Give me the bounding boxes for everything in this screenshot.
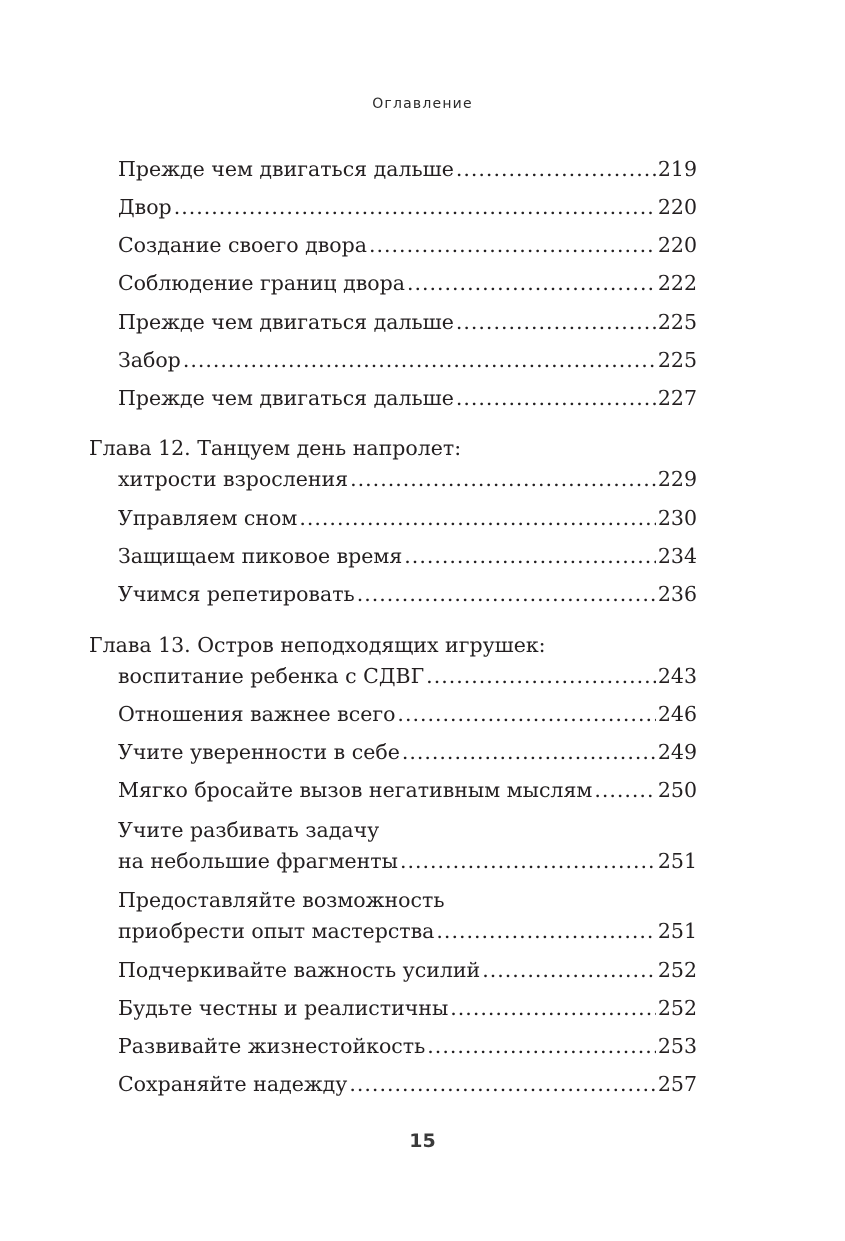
toc-entry[interactable] bbox=[118, 1030, 697, 1062]
toc-entry-page: 220 bbox=[657, 195, 697, 219]
toc-entry-page: 234 bbox=[657, 544, 697, 568]
toc-entry-title: Мягко бросайте вызов негативным мыслям bbox=[118, 778, 593, 802]
dot-leader bbox=[456, 306, 656, 338]
toc-entry-title: Учите разбивать задачу bbox=[118, 818, 380, 842]
toc-entry-page: 257 bbox=[657, 1072, 697, 1096]
toc-entry-title: Сохраняйте надежду bbox=[118, 1072, 348, 1096]
toc-entry-title: Прежде чем двигаться дальше bbox=[118, 157, 454, 181]
toc-entry-page: 225 bbox=[657, 348, 697, 372]
toc-entry[interactable] bbox=[118, 502, 697, 534]
dot-leader bbox=[482, 954, 656, 986]
toc-chapter-title: Глава 13. Остров неподходящих игрушек: bbox=[89, 633, 546, 657]
dot-leader bbox=[357, 578, 656, 610]
dot-leader bbox=[183, 344, 656, 376]
toc-entry[interactable] bbox=[118, 540, 697, 572]
toc-entry-page: 252 bbox=[657, 996, 697, 1020]
toc-entry[interactable] bbox=[118, 153, 697, 185]
toc-entry[interactable] bbox=[118, 845, 697, 877]
toc-entry-title: Забор bbox=[118, 348, 181, 372]
toc-entry-page: 236 bbox=[657, 582, 697, 606]
dot-leader bbox=[404, 540, 656, 572]
dot-leader bbox=[349, 1068, 655, 1100]
toc-entry[interactable] bbox=[118, 578, 697, 610]
toc-entry-page: 222 bbox=[657, 271, 697, 295]
toc-entry-page: 251 bbox=[657, 849, 697, 873]
toc-entry-page: 220 bbox=[657, 233, 697, 257]
dot-leader bbox=[397, 698, 655, 730]
toc-entry-title: Учите уверенности в себе bbox=[118, 740, 400, 764]
toc-entry[interactable] bbox=[118, 660, 697, 692]
dot-leader bbox=[350, 463, 656, 495]
toc-entry-page: 225 bbox=[657, 310, 697, 334]
toc-entry-title: Создание своего двора bbox=[118, 233, 367, 257]
toc-entry[interactable] bbox=[118, 267, 697, 299]
toc-chapter-title: Глава 12. Танцуем день напролет: bbox=[89, 436, 462, 460]
toc-entry[interactable] bbox=[118, 774, 697, 806]
toc-entry-title: Прежде чем двигаться дальше bbox=[118, 386, 454, 410]
toc-entry-title: Соблюдение границ двора bbox=[118, 271, 405, 295]
toc-entry-page: 253 bbox=[657, 1034, 697, 1058]
toc-entry[interactable] bbox=[118, 736, 697, 768]
toc-entry-title: Двор bbox=[118, 195, 172, 219]
toc-chapter-heading[interactable] bbox=[89, 432, 697, 464]
toc-entry-page: 252 bbox=[657, 958, 697, 982]
toc-entry-line[interactable] bbox=[118, 884, 697, 916]
toc-entry-title: воспитание ребенка с СДВГ bbox=[118, 664, 425, 688]
toc-entry[interactable] bbox=[118, 191, 697, 223]
toc-entry-title: Прежде чем двигаться дальше bbox=[118, 310, 454, 334]
toc-entry-title: Учимся репетировать bbox=[118, 582, 355, 606]
dot-leader bbox=[426, 660, 656, 692]
toc-entry[interactable] bbox=[118, 229, 697, 261]
toc-entry[interactable] bbox=[118, 915, 697, 947]
toc-entry-page: 243 bbox=[657, 664, 697, 688]
toc-entry-title: Отношения важнее всего bbox=[118, 702, 396, 726]
toc-entry-page: 249 bbox=[657, 740, 697, 764]
toc-entry[interactable] bbox=[118, 992, 697, 1024]
toc-entry-page: 251 bbox=[657, 919, 697, 943]
toc-entry-title: Развивайте жизнестойкость bbox=[118, 1034, 426, 1058]
toc-entry[interactable] bbox=[118, 382, 697, 414]
toc-entry-title: приобрести опыт мастерства bbox=[118, 919, 435, 943]
dot-leader bbox=[450, 992, 656, 1024]
toc-entry-line[interactable] bbox=[118, 814, 697, 846]
toc-entry[interactable] bbox=[118, 344, 697, 376]
dot-leader bbox=[594, 774, 656, 806]
dot-leader bbox=[400, 845, 656, 877]
toc-entry[interactable] bbox=[118, 463, 697, 495]
dot-leader bbox=[299, 502, 656, 534]
toc-entry-title: Предоставляйте возможность bbox=[118, 888, 445, 912]
toc-entry-page: 250 bbox=[657, 778, 697, 802]
toc-entry-page: 230 bbox=[657, 506, 697, 530]
toc-entry-page: 219 bbox=[657, 157, 697, 181]
dot-leader bbox=[402, 736, 656, 768]
toc-chapter-heading[interactable] bbox=[89, 629, 697, 661]
running-head: Оглавление bbox=[372, 96, 473, 112]
toc-entry-title: Будьте честны и реалистичны bbox=[118, 996, 449, 1020]
toc-entry-title: на небольшие фрагменты bbox=[118, 849, 398, 873]
toc-entry-title: Подчеркивайте важность усилий bbox=[118, 958, 481, 982]
dot-leader bbox=[427, 1030, 656, 1062]
dot-leader bbox=[436, 915, 655, 947]
dot-leader bbox=[456, 153, 656, 185]
toc-entry-page: 246 bbox=[657, 702, 697, 726]
dot-leader bbox=[407, 267, 656, 299]
toc-entry-page: 229 bbox=[657, 467, 697, 491]
toc-entry[interactable] bbox=[118, 1068, 697, 1100]
toc-entry[interactable] bbox=[118, 698, 697, 730]
toc-entry-page: 227 bbox=[657, 386, 697, 410]
toc-entry-title: Защищаем пиковое время bbox=[118, 544, 403, 568]
dot-leader bbox=[456, 382, 656, 414]
dot-leader bbox=[369, 229, 656, 261]
toc-entry-title: Управляем сном bbox=[118, 506, 298, 530]
dot-leader bbox=[174, 191, 656, 223]
page-number: 15 bbox=[409, 1130, 436, 1152]
toc-entry[interactable] bbox=[118, 306, 697, 338]
toc-entry[interactable] bbox=[118, 954, 697, 986]
toc-entry-title: хитрости взросления bbox=[118, 467, 349, 491]
